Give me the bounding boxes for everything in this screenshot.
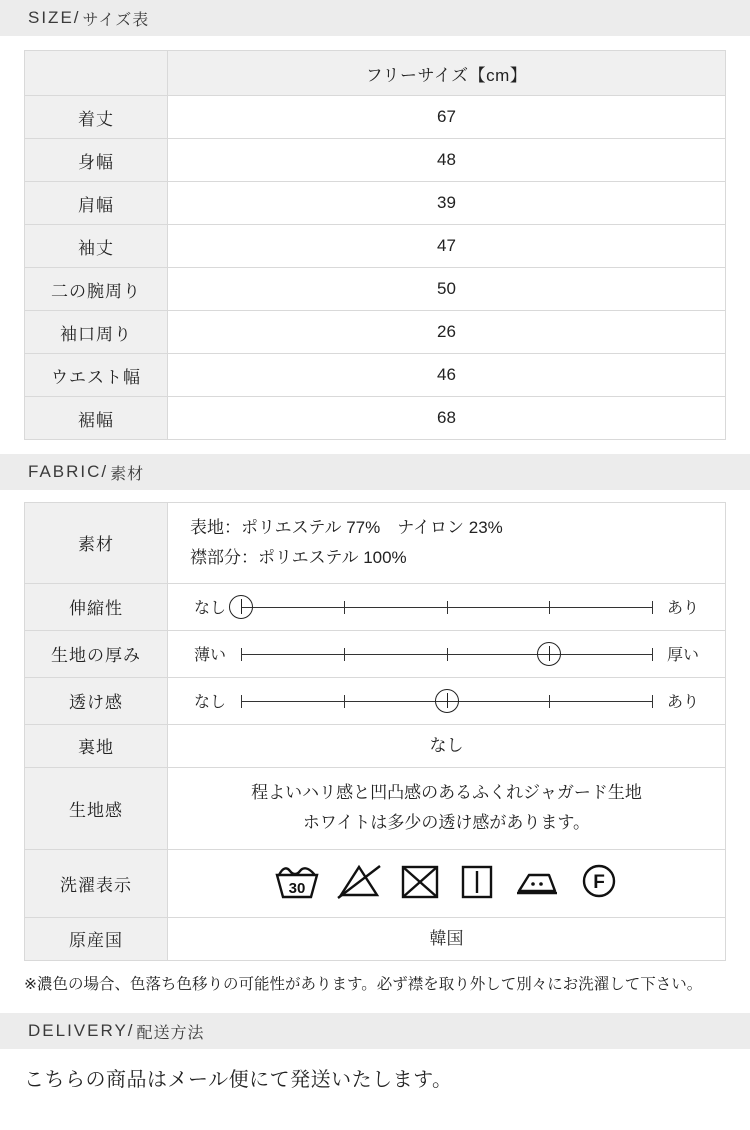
scale-tick: [241, 648, 242, 661]
size-row-label: 肩幅: [25, 182, 168, 225]
fabric-scale-stretch: [168, 583, 726, 630]
scale-track: [241, 593, 652, 621]
size-heading-en: SIZE/: [28, 8, 81, 27]
table-row: [25, 51, 726, 96]
fabric-section-header: [0, 454, 750, 490]
size-table-wrap: [0, 50, 750, 440]
scale-marker: [537, 642, 561, 666]
scale-tick: [652, 648, 653, 661]
scale-tick: [447, 648, 448, 661]
delivery-heading-en: DELIVERY/: [28, 1021, 135, 1041]
size-row-label: 着丈: [25, 96, 168, 139]
fabric-scale-thickness: [168, 630, 726, 677]
fabric-row-label-stretch: 伸縮性: [25, 583, 168, 630]
scale-tick: [344, 601, 345, 614]
table-row: [25, 268, 726, 311]
scale-tick: [652, 601, 653, 614]
size-column-header: フリーサイズ【cm】: [168, 51, 726, 96]
size-row-label: ウエスト幅: [25, 354, 168, 397]
table-row: [25, 354, 726, 397]
size-row-value: 46: [168, 354, 726, 397]
fabric-row-label-material: 素材: [25, 503, 168, 584]
fabric-row-label-care: 洗濯表示: [25, 849, 168, 917]
care-symbols-cell: [168, 849, 726, 917]
svg-text:30: 30: [288, 879, 305, 897]
size-row-value: 39: [168, 182, 726, 225]
size-row-value: 50: [168, 268, 726, 311]
scale-row: [169, 632, 724, 676]
table-row: [25, 182, 726, 225]
fabric-origin-value: 韓国: [168, 917, 726, 960]
fabric-scale-sheerness: [168, 677, 726, 724]
fabric-row-label-lining: 裏地: [25, 724, 168, 767]
scale-marker: [435, 689, 459, 713]
size-row-label: 袖丈: [25, 225, 168, 268]
feel-line-1: 程よいハリ感と凹凸感のあるふくれジャガード生地: [251, 782, 642, 802]
fabric-table-wrap: [0, 502, 750, 999]
no-tumble-dry-icon: [397, 861, 443, 906]
scale-track: [241, 687, 652, 715]
fabric-row-label-origin: 原産国: [25, 917, 168, 960]
size-row-value: 48: [168, 139, 726, 182]
no-bleach-icon: [335, 861, 383, 906]
scale-tick: [447, 601, 448, 614]
size-row-label: 二の腕周り: [25, 268, 168, 311]
table-row: [25, 630, 726, 677]
size-row-value: 47: [168, 225, 726, 268]
scale-tick: [549, 601, 550, 614]
table-row: [25, 677, 726, 724]
scale-track: [241, 640, 652, 668]
table-row: [25, 397, 726, 440]
scale-left-label: 薄い: [193, 647, 226, 664]
table-row: [25, 583, 726, 630]
care-symbol-row: [168, 860, 725, 907]
care-note: ※濃色の場合、色落ち色移りの可能性があります。必ず襟を取り外して別々にお洗濯して下さい。: [24, 975, 703, 993]
fabric-heading-en: FABRIC/: [28, 462, 109, 481]
table-row: [25, 311, 726, 354]
wash-tub-30-icon: [273, 861, 321, 906]
table-row: [25, 96, 726, 139]
scale-tick: [241, 695, 242, 708]
table-row: [25, 917, 726, 960]
scale-row: [169, 679, 724, 723]
scale-left-label: なし: [193, 600, 226, 617]
fabric-heading-jp: 素材: [110, 465, 145, 483]
size-heading-jp: サイズ表: [82, 11, 150, 29]
iron-low-icon: [511, 861, 563, 906]
table-row: [25, 849, 726, 917]
table-row: [25, 225, 726, 268]
table-row: [25, 503, 726, 584]
fabric-row-label-feel: 生地感: [25, 767, 168, 849]
material-line-1: 表地：ポリエステル 77% ナイロン 23%: [190, 518, 503, 537]
fabric-feel-value: [168, 767, 726, 849]
fabric-material-value: [168, 503, 726, 584]
dry-clean-f-icon: [577, 860, 621, 907]
scale-row: [169, 585, 724, 629]
scale-tick: [549, 695, 550, 708]
fabric-row-label-thickness: 生地の厚み: [25, 630, 168, 677]
size-table: [24, 50, 726, 440]
material-line-2: 襟部分：ポリエステル 100%: [190, 547, 407, 567]
delivery-heading-jp: 配送方法: [136, 1024, 205, 1042]
delivery-section-header: [0, 1013, 750, 1049]
table-row: [25, 139, 726, 182]
fabric-lining-value: なし: [168, 724, 726, 767]
scale-right-label: あり: [666, 694, 699, 711]
feel-line-2: ホワイトは多少の透け感があります。: [302, 813, 591, 833]
scale-right-label: あり: [666, 600, 699, 617]
fabric-table: [24, 502, 726, 961]
table-row: [25, 767, 726, 849]
table-row: [25, 724, 726, 767]
size-section-header: [0, 0, 750, 36]
size-row-label: 裾幅: [25, 397, 168, 440]
drip-dry-vertical-icon: [457, 861, 497, 906]
size-row-value: 26: [168, 311, 726, 354]
size-row-value: 68: [168, 397, 726, 440]
scale-left-label: なし: [193, 694, 226, 711]
size-row-label: 身幅: [25, 139, 168, 182]
size-table-corner: [25, 51, 168, 96]
scale-right-label: 厚い: [666, 647, 699, 664]
scale-marker: [229, 595, 253, 619]
size-row-label: 袖口周り: [25, 311, 168, 354]
scale-tick: [652, 695, 653, 708]
size-row-value: 67: [168, 96, 726, 139]
scale-tick: [344, 648, 345, 661]
fabric-row-label-sheerness: 透け感: [25, 677, 168, 724]
delivery-text: こちらの商品はメール便にて発送いたします。: [24, 1069, 453, 1092]
scale-tick: [344, 695, 345, 708]
svg-text:F: F: [592, 871, 605, 893]
